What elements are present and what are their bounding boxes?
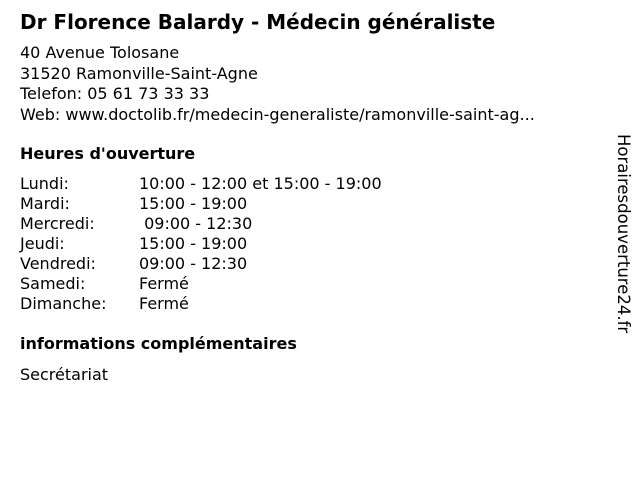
day-label: Jeudi: (20, 234, 65, 253)
day-hours: 15:00 - 19:00 (139, 234, 248, 253)
address-block (20, 43, 535, 125)
day-hours: Fermé (139, 294, 189, 313)
day-label: Dimanche: (20, 294, 107, 313)
day-hours: 10:00 - 12:00 et 15:00 - 19:00 (139, 174, 382, 193)
site-watermark (612, 134, 636, 374)
opening-hours-heading: Heures d'ouverture (20, 144, 196, 163)
day-hours: 15:00 - 19:00 (139, 194, 248, 213)
day-label: Samedi: (20, 274, 86, 293)
additional-info-heading: informations complémentaires (20, 334, 297, 353)
day-label: Vendredi: (20, 254, 96, 273)
day-label: Lundi: (20, 174, 69, 193)
day-hours: Fermé (139, 274, 189, 293)
day-label: Mardi: (20, 194, 70, 213)
page-title: Dr Florence Balardy - Médecin généraliste (20, 10, 496, 34)
day-hours: 09:00 - 12:30 (139, 254, 248, 273)
street-address: 40 Avenue Tolosane (20, 43, 180, 62)
website-link[interactable]: Web: www.doctolib.fr/medecin-generaliste/ramonville-saint-ag... (20, 104, 535, 124)
day-hours: 09:00 - 12:30 (139, 214, 253, 233)
watermark-text: Horairesdouverture24.fr (614, 134, 633, 334)
phone-number: Telefon: 05 61 73 33 33 (20, 84, 210, 103)
city-address: 31520 Ramonville-Saint-Agne (20, 63, 258, 83)
additional-info-text: Secrétariat (20, 365, 109, 384)
day-label: Mercredi: (20, 214, 95, 233)
